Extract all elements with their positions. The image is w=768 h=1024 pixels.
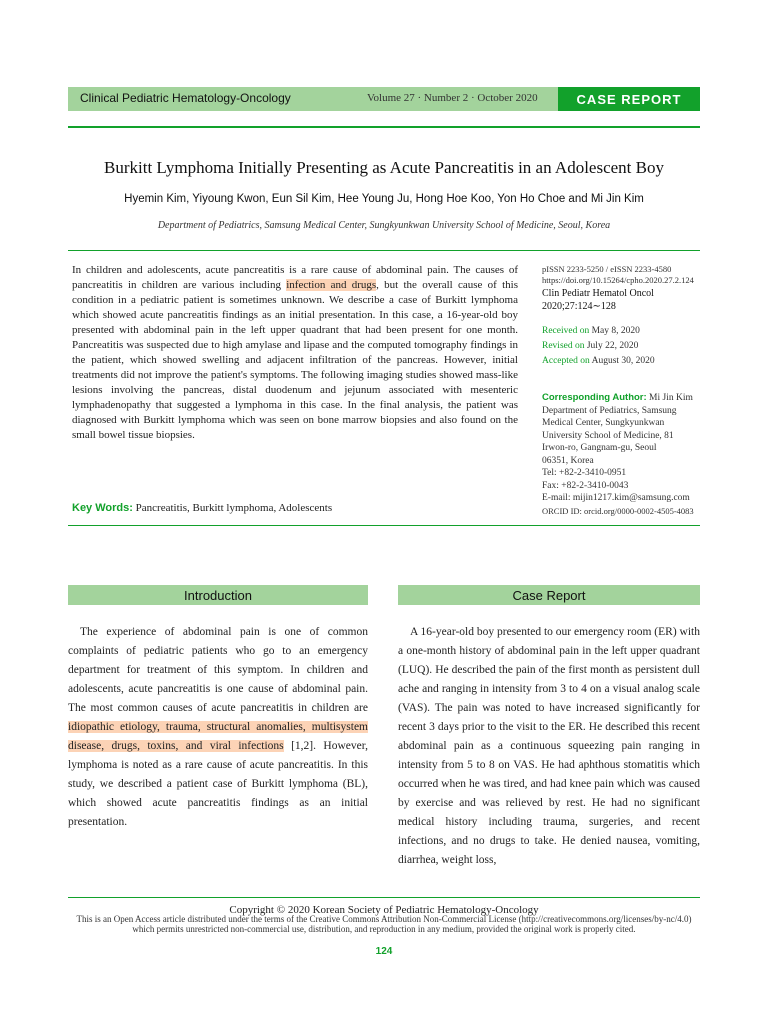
issn: pISSN 2233-5250 / eISSN 2233-4580 (542, 264, 672, 274)
footer-rule (68, 897, 700, 898)
copyright: Copyright © 2020 Korean Society of Pediatric Hematology-Oncology (229, 904, 539, 916)
corresponding-label: Corresponding Author: (542, 392, 647, 403)
abstract-highlight: infection and drugs (286, 279, 377, 291)
case-report-text: A 16-year-old boy presented to our emergency room (ER) with a one-month history of abdominal pain in the left upper quadrant (LUQ). He described the pain of the first month as persistent dull ache and ranging in intensity from 3 to 4 on a visual analog scale (VAS). The pain was noted to have increased significantly for recent 3 days prior to the visit to the ER. He described this recent abdominal pain as a continuous squeezing pain ranging in intensity from 5 to 8 on VAS. He had aphthous stomatitis which occurred when he was tired, and had knee pain which was caused by exercise and was relieved by rest. He had no significant medical history including trauma, surgeries, and recent infections, and no drugs to take. He denied nausea, vomiting, diarrhea, weight loss, (398, 626, 700, 866)
authors: Hyemin Kim, Yiyoung Kwon, Eun Sil Kim, Hee Young Ju, Hong Hoe Koo, Yon Ho Choe and Mi Jin Kim (124, 193, 644, 205)
page-number: 124 (375, 946, 393, 957)
case-report-badge: CASE REPORT (558, 87, 700, 111)
title-rule (68, 250, 700, 251)
issn-block (542, 264, 712, 286)
keywords-label: Key Words: (72, 502, 133, 514)
journal-name: Clinical Pediatric Hematology-Oncology (80, 91, 291, 105)
intro-highlight: idiopathic etiology, trauma, structural anomalies, multisystem disease, drugs, toxins, and viral infections (68, 721, 368, 752)
article-title: Burkitt Lymphoma Initially Presenting as Acute Pancreatitis in an Adolescent Boy (104, 158, 664, 177)
affiliation: Department of Pediatrics, Samsung Medical Center, Sungkyunkwan University School of Medicine, Seoul, Korea (157, 220, 611, 231)
volume-info: Volume 27 · Number 2 · October 2020 (367, 92, 538, 104)
keywords (72, 502, 332, 514)
abstract: In children and adolescents, acute pancreatitis is a rare cause of abdominal pain. The causes of pancreatitis in children are various including infection and drugs, but the overall cause of this condition in a pediatric patient is sometimes unknown. We describe a case of Burkitt lymphoma which showed acute pancreatitis findings as an initial presentation. In this case, a 16-year-old boy presented with abdominal pain in the left upper quadrant that had been present for one month. Pancreatitis was suspected due to high amylase and lipase and the computed tomography findings in the patient, which showed swelling and adjacent infiltration of the pancreas. However, initial treatments did not improve the patient's symptoms. The following imaging studies showed mass-like lesions involving the pancreas, distal duodenum and jejunum associated with mesenteric lymphadenopathy that suggested a lymphoma in this case. In the final analysis, the patient was diagnosed with Burkitt lymphoma which was seen on bone marrow biopsies and also found on the small bowel tissue biopsies. (72, 264, 518, 441)
introduction-text: The experience of abdominal pain is one of common complaints of pediatric patients who go to an emergency department for treatment of this symptom. In children and adolescents, acute pancreatitis is one cause of abdominal pain. The most common causes of acute pancreatitis in children are idiopathic etiology, trauma, structural anomalies, multisystem disease, drugs, toxins, and viral infections [1,2]. However, lymphoma is noted as a rare cause of acute pancreatitis. In this study, we described a patient case of Burkitt lymphoma (BL), which showed acute pancreatitis findings as an initial presentation. (68, 626, 368, 828)
header-rule (68, 126, 700, 128)
keywords-value: Pancreatitis, Burkitt lymphoma, Adolescents (135, 502, 333, 514)
email-link[interactable]: E-mail: mijin1217.kim@samsung.com (542, 493, 690, 503)
dates-block: Received on May 8, 2020 Revised on July 22, 2020 Accepted on August 30, 2020 (542, 326, 655, 366)
orcid-link[interactable]: ORCID ID: orcid.org/0000-0002-4505-4083 (542, 505, 694, 516)
license-text: This is an Open Access article distributed under the terms of the Creative Commons Attribution Non-Commercial License (http://creativecommons.org/licenses/by-nc/4.0) which permits unrestricted non-commercial use, distribution, and reproduction in any medium, provided the original work is properly cited. (76, 914, 692, 934)
abstract-rule (68, 525, 700, 526)
citation-block: Clin Pediatr Hematol Oncol 2020;27:124∼128 (542, 288, 654, 312)
corresponding-block: Corresponding Author: Mi Jin Kim Department of Pediatrics, Samsung Medical Center, Sungkyunkwan University School of Medicine, 81 Irwon-ro, Gangnam-gu, Seoul 06351, Korea Tel: +82-2-3410-0951 Fax: +82-2-3410-0043 E-mail: mijin1217.kim@samsung.com ORCID ID: orcid.org/0000-0002-4505-4083 (542, 392, 712, 517)
case-report-heading: Case Report (398, 585, 700, 605)
introduction-heading: Introduction (68, 585, 368, 605)
doi-link[interactable]: https://doi.org/10.15264/cpho.2020.27.2.124 (542, 275, 694, 285)
